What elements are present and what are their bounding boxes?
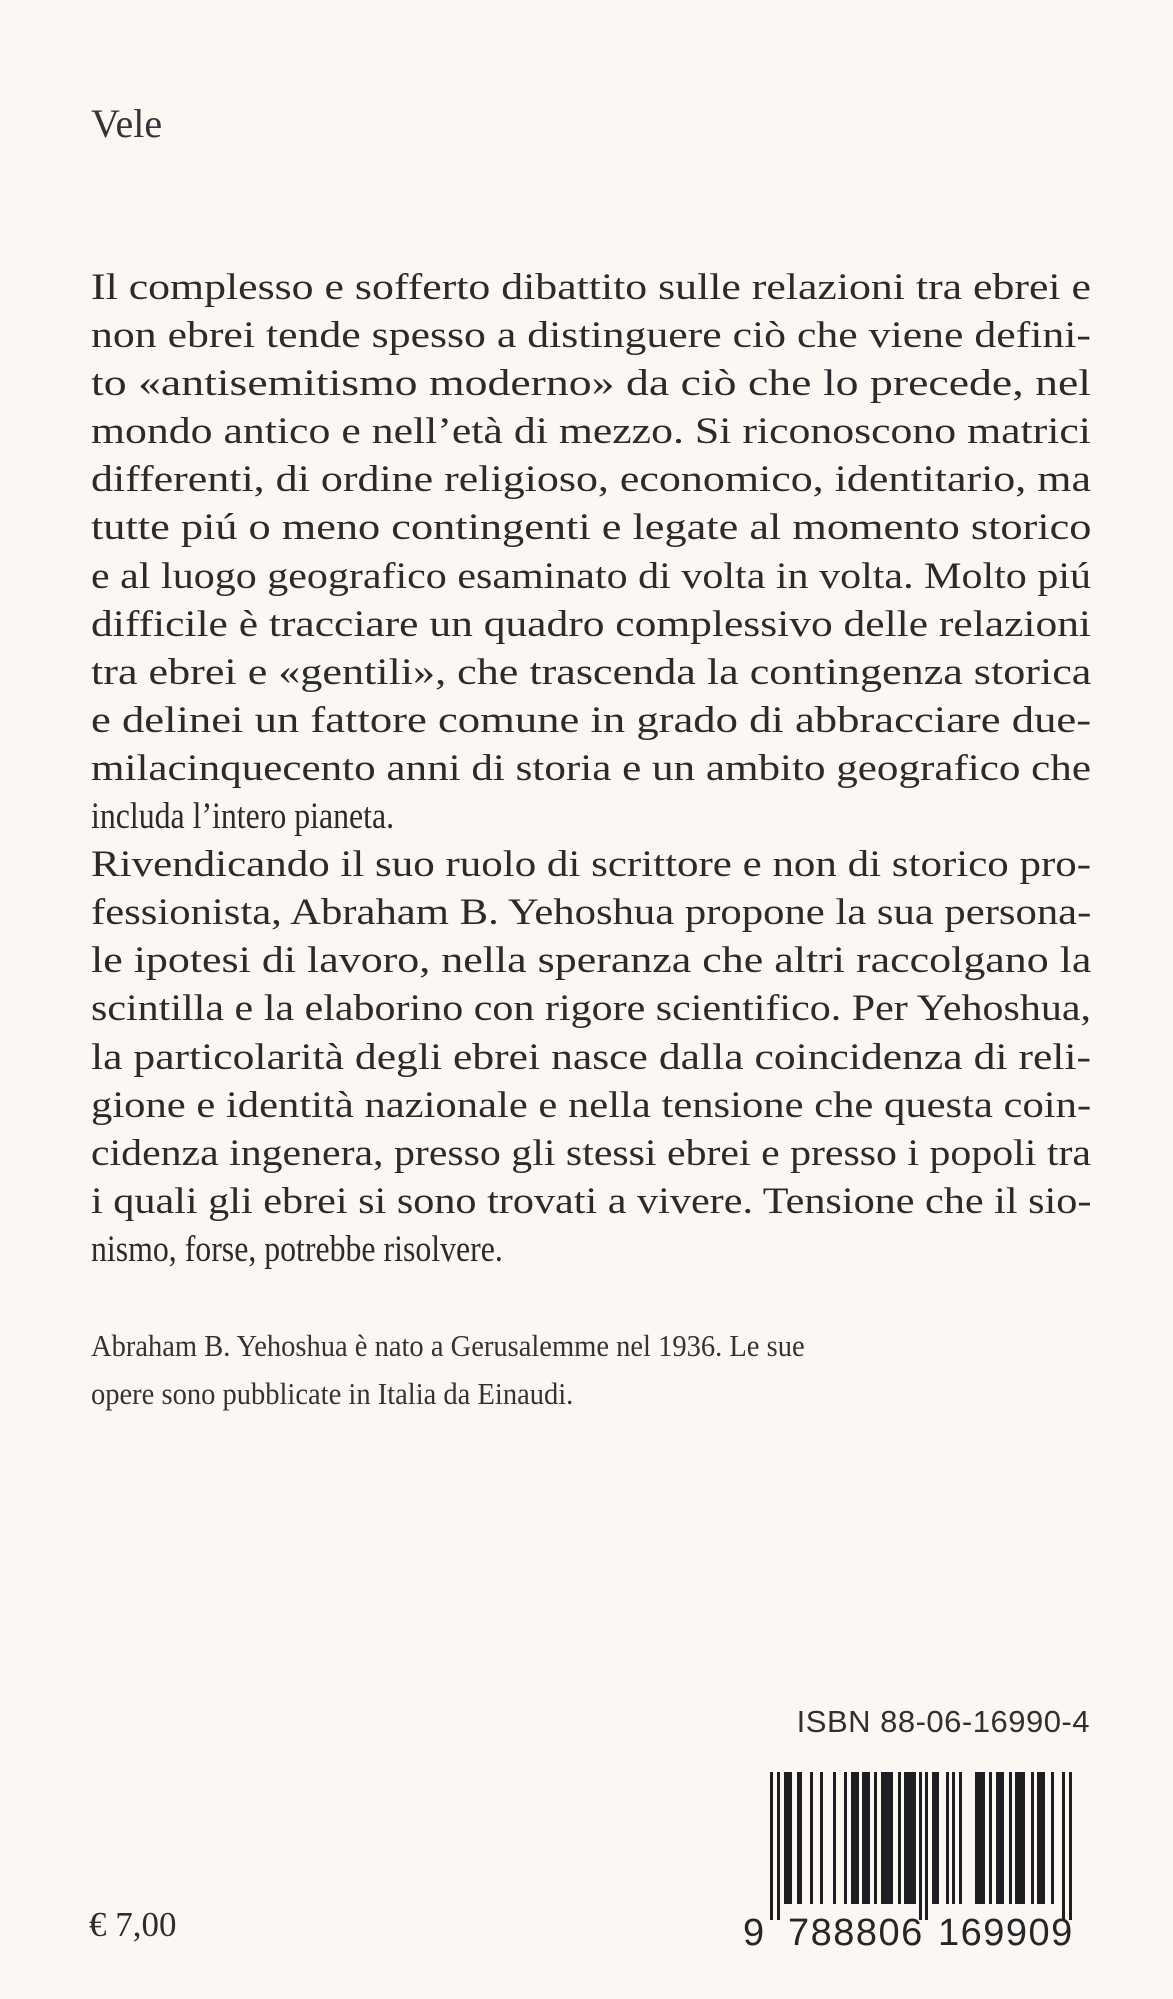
blurb-line: milacinquecento anni di storia e un ambito geografico che	[91, 747, 1091, 789]
blurb-line: mondo antico e nell’età di mezzo. Si riconoscono matrici	[91, 411, 1091, 453]
isbn-label: ISBN 88-06-16990-4	[796, 1704, 1090, 1739]
series-name: Vele	[91, 101, 163, 146]
blurb-line: nismo, forse, potrebbe risolvere.	[91, 1228, 503, 1270]
blurb-line: i quali gli ebrei si sono trovati a vivere. Tensione che il sio-	[91, 1180, 1092, 1222]
blurb-line: Rivendicando il suo ruolo di scrittore e non di storico pro-	[91, 844, 1092, 886]
blurb-line: differenti, di ordine religioso, economico, identitario, ma	[91, 459, 1091, 501]
blurb-line: Il complesso e sofferto dibattito sulle relazioni tra ebrei e	[91, 267, 1091, 308]
blurb-line: la particolarità degli ebrei nasce dalla coincidenza di reli-	[91, 1036, 1092, 1078]
author-note	[91, 1322, 1091, 1418]
blurb-line: le ipotesi di lavoro, nella speranza che altri raccolgano la	[91, 940, 1092, 982]
blurb-text	[91, 264, 1091, 1274]
blurb-line: gione e identità nazionale e nella tensione che questa coin-	[91, 1084, 1092, 1126]
blurb-line: includa l’intero pianeta.	[91, 796, 395, 838]
blurb-line: tutte piú o meno contingenti e legate al momento storico	[91, 507, 1092, 549]
barcode-bars-icon	[770, 1772, 1092, 1922]
price: € 7,00	[89, 1905, 177, 1944]
blurb-line: difficile è tracciare un quadro complessivo delle relazioni	[91, 603, 1092, 645]
blurb-line: cidenza ingenera, presso gli stessi ebrei e presso i popoli tra	[91, 1132, 1091, 1174]
blurb-line: tra ebrei e «gentili», che trascenda la contingenza storica	[91, 651, 1092, 693]
blurb-line: e al luogo geografico esaminato di volta in volta. Molto piú	[91, 555, 1092, 597]
blurb-line: non ebrei tende spesso a distinguere ciò che viene defini-	[91, 315, 1091, 357]
blurb-line: to «antisemitismo moderno» da ciò che lo precede, nel	[91, 363, 1092, 405]
barcode	[743, 1772, 1092, 1962]
barcode-left-digits: 788806	[788, 1912, 924, 1954]
blurb-line: e delinei un fattore comune in grado di abbracciare due-	[91, 699, 1092, 741]
author-note-line: Abraham B. Yehoshua è nato a Gerusalemme nel 1936. Le sue	[91, 1328, 805, 1363]
barcode-first-digit: 9	[743, 1912, 765, 1954]
blurb-line: fessionista, Abraham B. Yehoshua propone la sua persona-	[91, 892, 1092, 934]
barcode-right-digits: 169909	[938, 1912, 1074, 1954]
author-note-line: opere sono pubblicate in Italia da Einaudi.	[91, 1376, 574, 1411]
blurb-line: scintilla e la elaborino con rigore scientifico. Per Yehoshua,	[91, 988, 1092, 1030]
